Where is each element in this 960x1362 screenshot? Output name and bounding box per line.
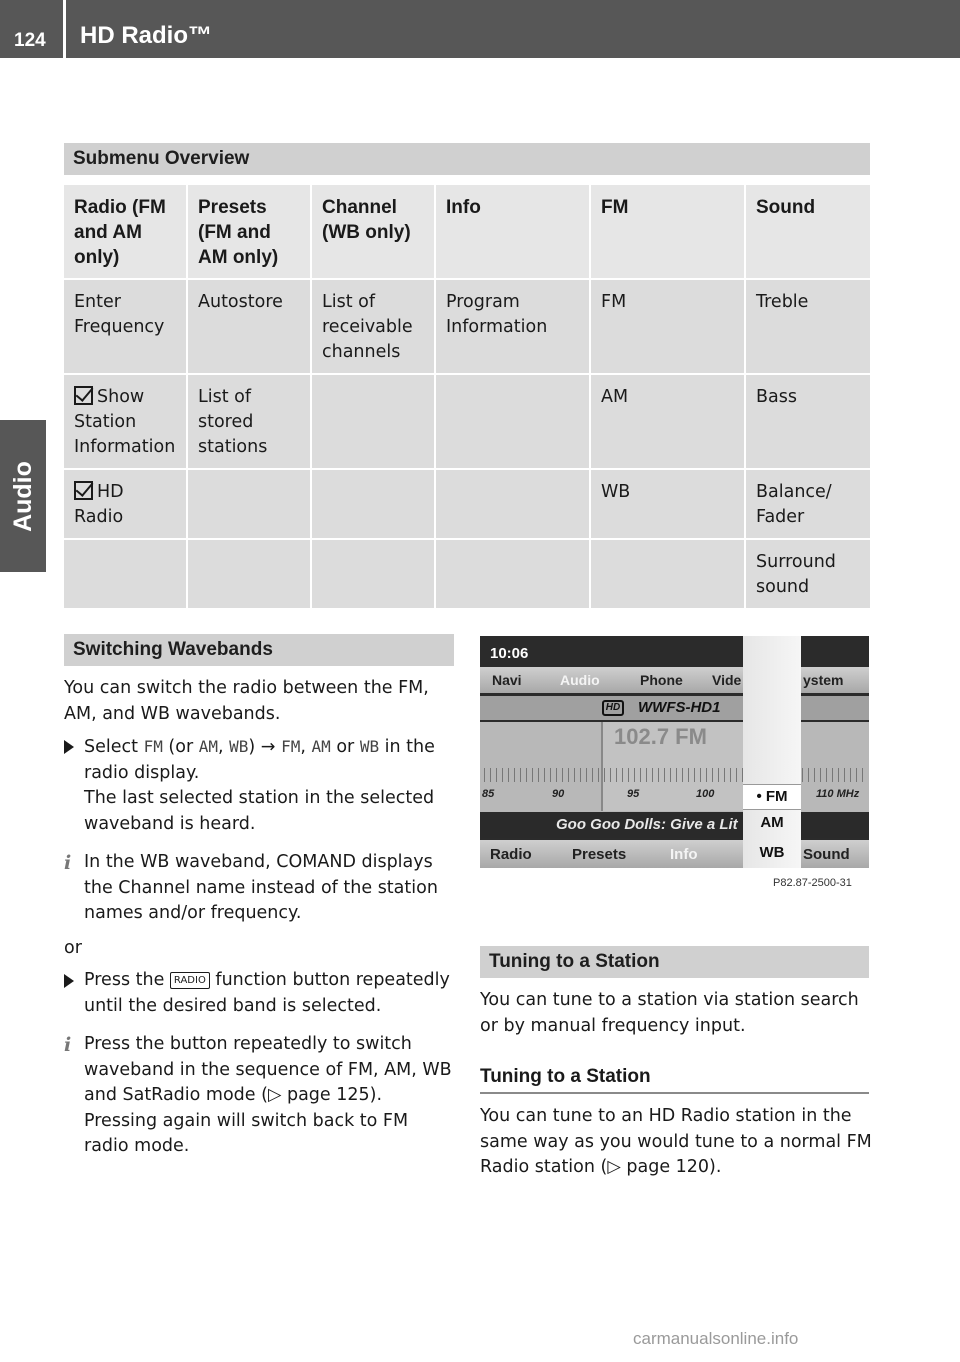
table-cell bbox=[64, 470, 188, 540]
column-header: Channel (WB only) bbox=[312, 185, 436, 280]
table-cell bbox=[436, 375, 591, 470]
dropdown-item-am: AM bbox=[760, 814, 784, 831]
step-result: The last selected station in the selected waveband is heard. bbox=[84, 788, 435, 834]
table-cell bbox=[436, 470, 591, 540]
watermark: carmanualsonline.info bbox=[633, 1329, 799, 1348]
table-cell bbox=[591, 540, 746, 610]
step-select-band bbox=[64, 734, 456, 837]
bottom-item-sound: Sound bbox=[803, 846, 850, 863]
switching-body bbox=[64, 676, 456, 1160]
table-cell: Bass bbox=[746, 375, 870, 470]
display-wb: WB bbox=[359, 737, 380, 756]
dropdown-item-wb: WB bbox=[759, 844, 785, 861]
tuning-subtitle: Tuning to a Station bbox=[480, 1066, 869, 1094]
scale-label: 95 bbox=[627, 788, 640, 800]
table-row bbox=[64, 280, 870, 375]
info-note bbox=[64, 850, 456, 927]
bottom-item-radio: Radio bbox=[490, 846, 532, 863]
cell-text: HD Radio bbox=[74, 482, 124, 527]
table-cell bbox=[312, 540, 436, 610]
frequency-scale bbox=[484, 768, 865, 782]
column-header: Sound bbox=[746, 185, 870, 280]
table-cell: AM bbox=[591, 375, 746, 470]
checkbox-icon bbox=[74, 386, 93, 405]
switching-title: Switching Wavebands bbox=[64, 634, 454, 666]
step-text: ) → bbox=[248, 737, 276, 757]
submenu-title: Submenu Overview bbox=[64, 143, 870, 175]
header-divider bbox=[63, 0, 66, 58]
column-header: Presets (FM and AM only) bbox=[188, 185, 312, 280]
cell-text: Show Station Information bbox=[74, 387, 176, 457]
table-cell: Enter Frequency bbox=[64, 280, 188, 375]
table-cell: Treble bbox=[746, 280, 870, 375]
scale-label: 100 bbox=[696, 788, 715, 800]
side-tab-label: Audio bbox=[8, 460, 37, 532]
menu-item-system: ystem bbox=[803, 672, 844, 688]
column-header: FM bbox=[591, 185, 746, 280]
radio-menu-bar bbox=[480, 840, 869, 868]
tuning-title: Tuning to a Station bbox=[480, 946, 869, 978]
step-arrow-icon bbox=[64, 740, 74, 754]
tuning-intro: You can tune to a station via station search or by manual frequency input. bbox=[480, 990, 859, 1036]
bottom-item-presets: Presets bbox=[572, 846, 627, 863]
step-text: , bbox=[300, 737, 306, 757]
artist-title: Goo Goo Dolls: Give a Lit bbox=[556, 816, 738, 833]
table-row bbox=[64, 470, 870, 540]
step-text: Press the bbox=[84, 970, 165, 990]
info-icon: i bbox=[64, 1034, 72, 1056]
display-fm: FM bbox=[143, 737, 163, 756]
table-cell bbox=[312, 470, 436, 540]
table-cell: FM bbox=[591, 280, 746, 375]
radio-key-icon: RADIO bbox=[170, 972, 210, 989]
dropdown-item-fm: • FM bbox=[743, 784, 801, 810]
table-cell bbox=[188, 470, 312, 540]
info-icon: i bbox=[64, 852, 72, 874]
tuning-body: You can tune to an HD Radio station in the same way as you would tune to a normal FM Radio station (▷ page 120). bbox=[480, 1106, 872, 1177]
column-header: Info bbox=[436, 185, 591, 280]
table-header-row bbox=[64, 185, 870, 280]
page-number: 124 bbox=[14, 30, 46, 51]
table-cell bbox=[436, 540, 591, 610]
running-title: HD Radio™ bbox=[80, 22, 212, 49]
table-row bbox=[64, 375, 870, 470]
waveband-dropdown bbox=[743, 636, 801, 868]
display-am: AM bbox=[311, 737, 331, 756]
table-cell: Surround sound bbox=[746, 540, 870, 610]
bottom-item-info: Info bbox=[670, 846, 698, 863]
menu-item-phone: Phone bbox=[640, 672, 683, 688]
figure-code: P82.87-2500-31 bbox=[773, 877, 852, 889]
note-text: Press the button repeatedly to switch waveband in the sequence of FM, AM, WB and SatRadio mode (▷ page 125). Pressing again will switch back to FM radio mode. bbox=[84, 1034, 452, 1156]
step-text: Select bbox=[84, 737, 138, 757]
step-text: function button repeatedly until the desired band is selected. bbox=[84, 970, 450, 1016]
frequency-readout: 102.7 FM bbox=[614, 724, 707, 749]
menu-item-video: Vide bbox=[712, 672, 742, 688]
display-fm: FM bbox=[281, 737, 301, 756]
step-press-radio bbox=[64, 968, 456, 1019]
radio-display-screenshot bbox=[480, 636, 869, 868]
display-am: AM bbox=[198, 737, 218, 756]
scale-label: 90 bbox=[552, 788, 565, 800]
table-cell bbox=[64, 375, 188, 470]
display-wb: WB bbox=[229, 737, 249, 756]
main-menu-bar bbox=[480, 667, 869, 693]
step-text: or bbox=[336, 737, 355, 757]
table-cell: Program Information bbox=[436, 280, 591, 375]
clock: 10:06 bbox=[490, 645, 529, 662]
menu-item-navi: Navi bbox=[492, 672, 522, 688]
note-text: In the WB waveband, COMAND displays the Channel name instead of the station names and/or frequency. bbox=[84, 852, 438, 923]
table-cell: Balance/ Fader bbox=[746, 470, 870, 540]
column-header: Radio (FM and AM only) bbox=[64, 185, 188, 280]
hd-radio-icon: HD bbox=[602, 700, 624, 716]
table-cell: List of receivable channels bbox=[312, 280, 436, 375]
table-cell bbox=[188, 540, 312, 610]
switching-intro: You can switch the radio between the FM, AM, and WB wavebands. bbox=[64, 678, 429, 724]
table-row bbox=[64, 540, 870, 610]
table-cell: Autostore bbox=[188, 280, 312, 375]
station-name: WWFS-HD1 bbox=[638, 699, 721, 716]
scale-label: 110 MHz bbox=[816, 788, 860, 800]
step-arrow-icon bbox=[64, 974, 74, 988]
info-note bbox=[64, 1032, 456, 1160]
table-cell bbox=[312, 375, 436, 470]
submenu-table bbox=[64, 185, 870, 610]
scale-label: 85 bbox=[482, 788, 495, 800]
menu-item-audio: Audio bbox=[560, 672, 600, 688]
side-tab bbox=[0, 420, 46, 572]
table-cell: List of stored stations bbox=[188, 375, 312, 470]
table-cell: WB bbox=[591, 470, 746, 540]
step-text: in the radio display. bbox=[84, 737, 435, 783]
step-text: (or bbox=[168, 737, 194, 757]
table-cell bbox=[64, 540, 188, 610]
checkbox-icon bbox=[74, 481, 93, 500]
step-text: , bbox=[218, 737, 224, 757]
or-text: or bbox=[64, 937, 82, 958]
